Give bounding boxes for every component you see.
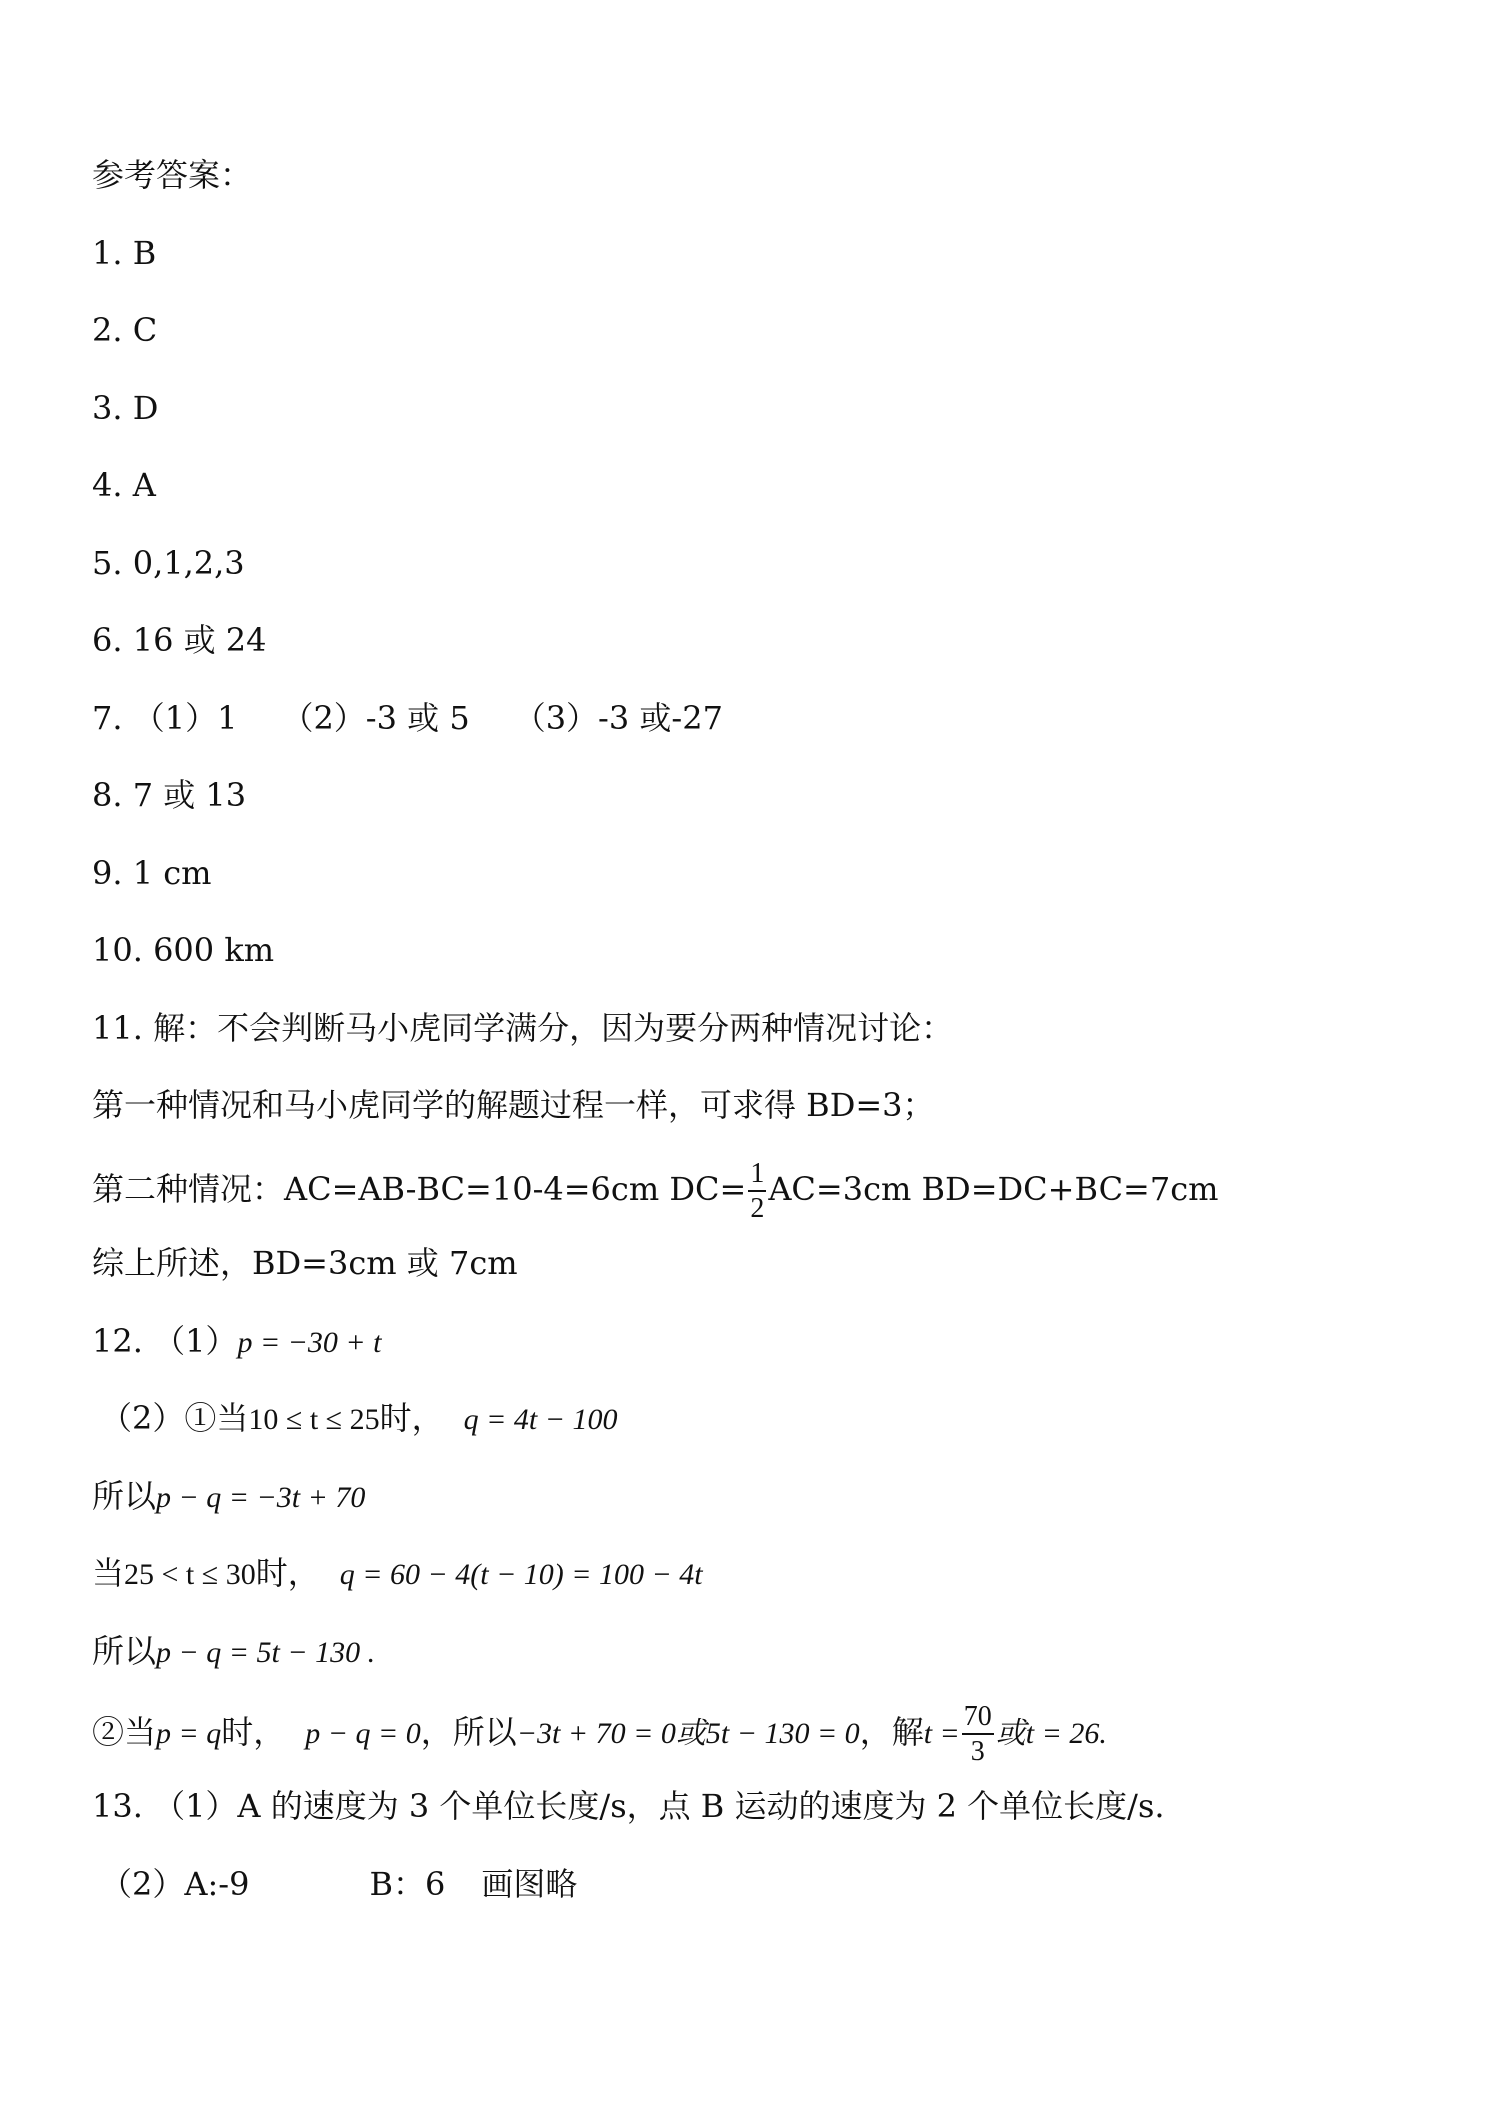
answer-12-line3 [92, 1476, 365, 1518]
formula-t-26: 或t = 26. [995, 1717, 1107, 1750]
answer-2: 2. C [92, 311, 158, 349]
answer-12-part2-label: （2）①当 [100, 1399, 249, 1437]
answer-13-c: 画图略 [481, 1865, 578, 1903]
answer-11-line3 [92, 1160, 1218, 1223]
answer-11-line4: 综上所述，BD=3cm 或 7cm [92, 1244, 518, 1282]
answer-12-line1 [92, 1321, 382, 1363]
answer-7-part1: 7. （1）1 [92, 699, 238, 737]
answer-12-line6 [92, 1703, 1107, 1766]
answer-13-a: （2）A:-9 [100, 1865, 250, 1903]
answer-12-label: 12. （1） [92, 1322, 238, 1360]
answer-12-line2 [100, 1398, 617, 1440]
answer-10: 10. 600 km [92, 931, 275, 969]
formula-q-1: q = 4t − 100 [463, 1403, 618, 1436]
answer-12-line5 [92, 1631, 375, 1673]
answer-9: 9. 1 cm [92, 854, 212, 892]
answer-11-line3-pre: 第二种情况：AC=AB-BC=10-4=6cm DC= [92, 1170, 747, 1208]
answer-11-line3-post: AC=3cm BD=DC+BC=7cm [768, 1170, 1219, 1208]
answer-13-line2 [100, 1864, 577, 1904]
formula-p-minus-q-2: p − q = 5t − 130 . [156, 1636, 376, 1669]
answer-7-part2: （2）-3 或 5 [281, 699, 470, 737]
formula-p: p = −30 + t [237, 1326, 382, 1359]
answer-11-line2: 第一种情况和马小虎同学的解题过程一样，可求得 BD=3； [92, 1086, 935, 1124]
when-label-2: ②当 [92, 1713, 157, 1751]
when-text: 时， [255, 1554, 320, 1592]
so-text-2: ，所以 [420, 1713, 517, 1751]
answer-6: 6. 16 或 24 [92, 621, 267, 659]
fraction-denominator: 3 [970, 1736, 985, 1767]
fraction-numerator: 1 [748, 1160, 766, 1192]
page-title: 参考答案： [92, 156, 253, 194]
condition-p-eq-q: p = q [156, 1717, 222, 1750]
formula-q-2: q = 60 − 4(t − 10) = 100 − 4t [339, 1558, 703, 1591]
answer-8: 8. 7 或 13 [92, 776, 247, 814]
fraction-70-3 [962, 1703, 994, 1766]
so-text: 所以 [92, 1632, 157, 1670]
fraction-numerator: 70 [962, 1703, 994, 1735]
answer-7-part3: （3）-3 或-27 [513, 699, 723, 737]
when-text: 时， [379, 1399, 444, 1437]
formula-p-minus-q-zero: p − q = 0 [305, 1717, 421, 1750]
solve-text: ，解 [859, 1713, 924, 1751]
fraction-half [748, 1160, 766, 1223]
answer-12-line4 [92, 1553, 703, 1595]
answer-7 [92, 698, 723, 738]
formula-equations: −3t + 70 = 0或5t − 130 = 0 [516, 1717, 860, 1750]
when-label: 当 [92, 1554, 125, 1592]
condition-range-1: 10 ≤ t ≤ 25 [248, 1403, 380, 1436]
answer-13-line1: 13. （1）A 的速度为 3 个单位长度/s，点 B 运动的速度为 2 个单位长度/s. [92, 1787, 1165, 1825]
condition-range-2: 25 < t ≤ 30 [124, 1558, 256, 1591]
answer-13-b: B：6 [369, 1865, 446, 1903]
answer-5: 5. 0,1,2,3 [92, 544, 245, 582]
answer-11-line1: 11. 解：不会判断马小虎同学满分，因为要分两种情况讨论： [92, 1009, 954, 1047]
so-text: 所以 [92, 1477, 157, 1515]
answer-1: 1. B [92, 234, 157, 272]
when-text: 时， [221, 1713, 286, 1751]
answer-4: 4. A [92, 466, 156, 504]
formula-p-minus-q-1: p − q = −3t + 70 [156, 1481, 366, 1514]
fraction-denominator: 2 [750, 1193, 765, 1224]
formula-t-eq: t = [923, 1717, 960, 1750]
answer-3: 3. D [92, 389, 159, 427]
